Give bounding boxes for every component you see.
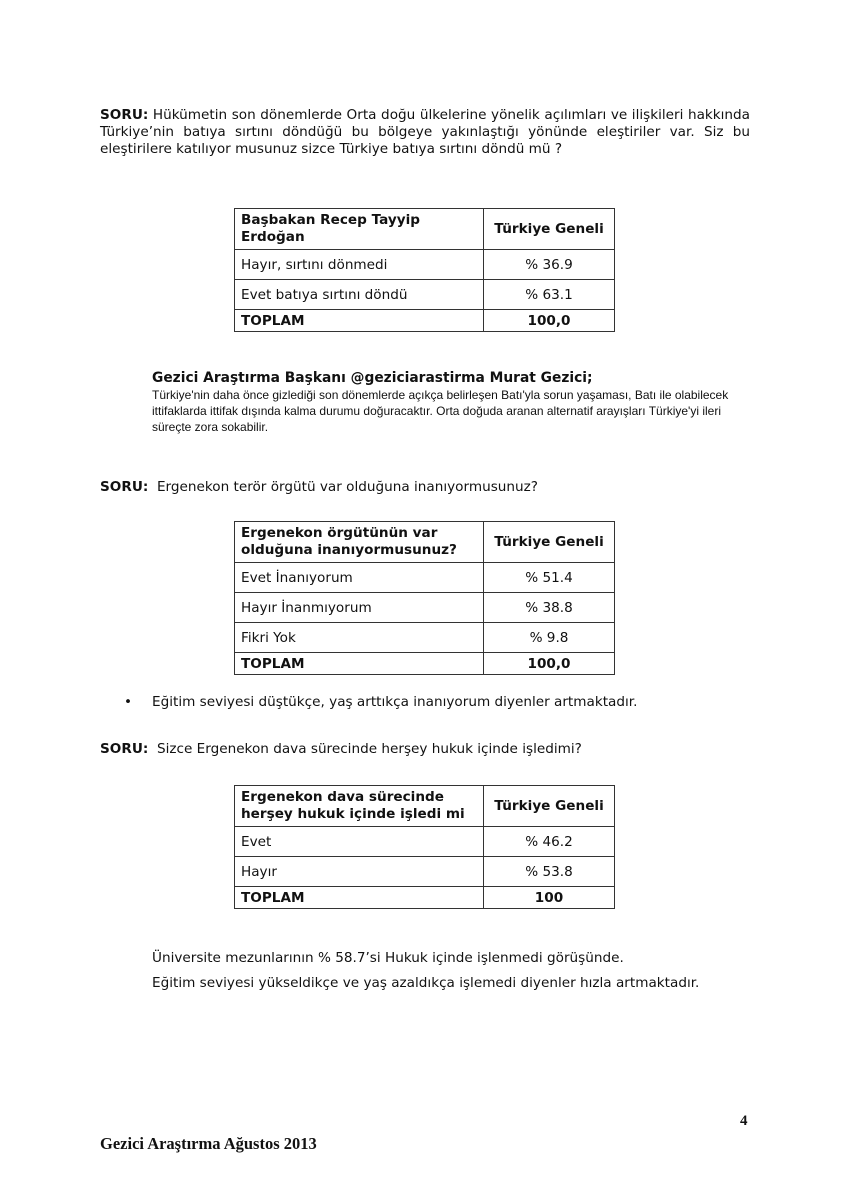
question-1-label: SORU: [100,107,149,123]
question-1 [100,107,750,158]
table-header-row [235,522,615,563]
table-row [235,593,615,623]
results-table-2 [234,521,615,675]
table-cell: % 9.8 [484,623,615,653]
table-cell: % 53.8 [484,857,615,887]
question-3-text: Sizce Ergenekon dava sürecinde herşey hukuk içinde işledimi? [156,741,582,757]
table-cell: Evet batıya sırtını döndü [235,280,484,310]
bullet-text: Eğitim seviyesi düştükçe, yaş arttıkça inanıyorum diyenler artmaktadır. [152,694,638,710]
question-3-label: SORU: [100,741,149,757]
question-2-text: Ergenekon terör örgütü var olduğuna inanıyormusunuz? [156,479,538,495]
table-total-label: TOPLAM [235,310,484,332]
table-header-cell: Türkiye Geneli [484,786,615,827]
table-header-cell: Türkiye Geneli [484,522,615,563]
table-cell: % 38.8 [484,593,615,623]
table-cell: Hayır, sırtını dönmedi [235,250,484,280]
table-header-row [235,209,615,250]
table-total-row [235,653,615,675]
question-2 [100,479,750,496]
table-cell: Evet İnanıyorum [235,563,484,593]
table-row [235,563,615,593]
table-total-row [235,887,615,909]
comment-line: Üniversite mezunlarının % 58.7’si Hukuk içinde işlenmedi görüşünde. [152,950,624,966]
table-row [235,280,615,310]
analyst-note-title: Gezici Araştırma Başkanı @geziciarastirma Murat Gezici; [152,370,593,386]
analyst-note [152,370,752,435]
comment-line: Eğitim seviyesi yükseldikçe ve yaş azaldıkça işlemedi diyenler hızla artmaktadır. [152,975,700,991]
table-total-label: TOPLAM [235,887,484,909]
table-header-cell: Ergenekon örgütünün var olduğuna inanıyormusunuz? [235,522,484,563]
table-header-cell: Ergenekon dava sürecinde herşey hukuk içinde işledi mi [235,786,484,827]
question-1-text: Hükümetin son dönemlerde Orta doğu ülkelerine yönelik açılımları ve ilişkileri hakkında Türkiye’nin batıya sırtını döndüğü bu bölgeye yakınlaştığı yönünde eleştiriler var. Siz bu eleştirilere katılıyor musunuz sizce Türkiye batıya sırtını döndü mü ? [100,107,750,157]
results-table-3 [234,785,615,909]
table-total-value: 100,0 [484,653,615,675]
results-table-1 [234,208,615,332]
table-cell: Evet [235,827,484,857]
table-header-row [235,786,615,827]
footer-text: Gezici Araştırma Ağustos 2013 [100,1134,317,1153]
bullet-icon: • [124,694,133,710]
table-cell: % 36.9 [484,250,615,280]
table-row [235,250,615,280]
table-cell: Hayır İnanmıyorum [235,593,484,623]
page-number: 4 [740,1113,748,1129]
table-row [235,857,615,887]
table-total-row [235,310,615,332]
table-header-cell: Türkiye Geneli [484,209,615,250]
table-cell: % 46.2 [484,827,615,857]
table-cell: % 51.4 [484,563,615,593]
table-row [235,827,615,857]
table-total-label: TOPLAM [235,653,484,675]
table-header-cell: Başbakan Recep Tayyip Erdoğan [235,209,484,250]
table-cell: Fikri Yok [235,623,484,653]
table-total-value: 100 [484,887,615,909]
table-total-value: 100,0 [484,310,615,332]
question-3 [100,741,750,758]
table-cell: Hayır [235,857,484,887]
table-row [235,623,615,653]
table-cell: % 63.1 [484,280,615,310]
question-2-label: SORU: [100,479,149,495]
analyst-note-body: Türkiye'nin daha önce gizlediği son dönemlerde açıkça belirleşen Batı'yla sorun yaşaması, Batı ile olabilecek ittifaklarda ittifak dışında kalma durumu doğuracaktır. Orta doğuda aranan alternatif arayışları Türkiye'yi ileri süreçte zora sokabilir. [152,388,729,434]
